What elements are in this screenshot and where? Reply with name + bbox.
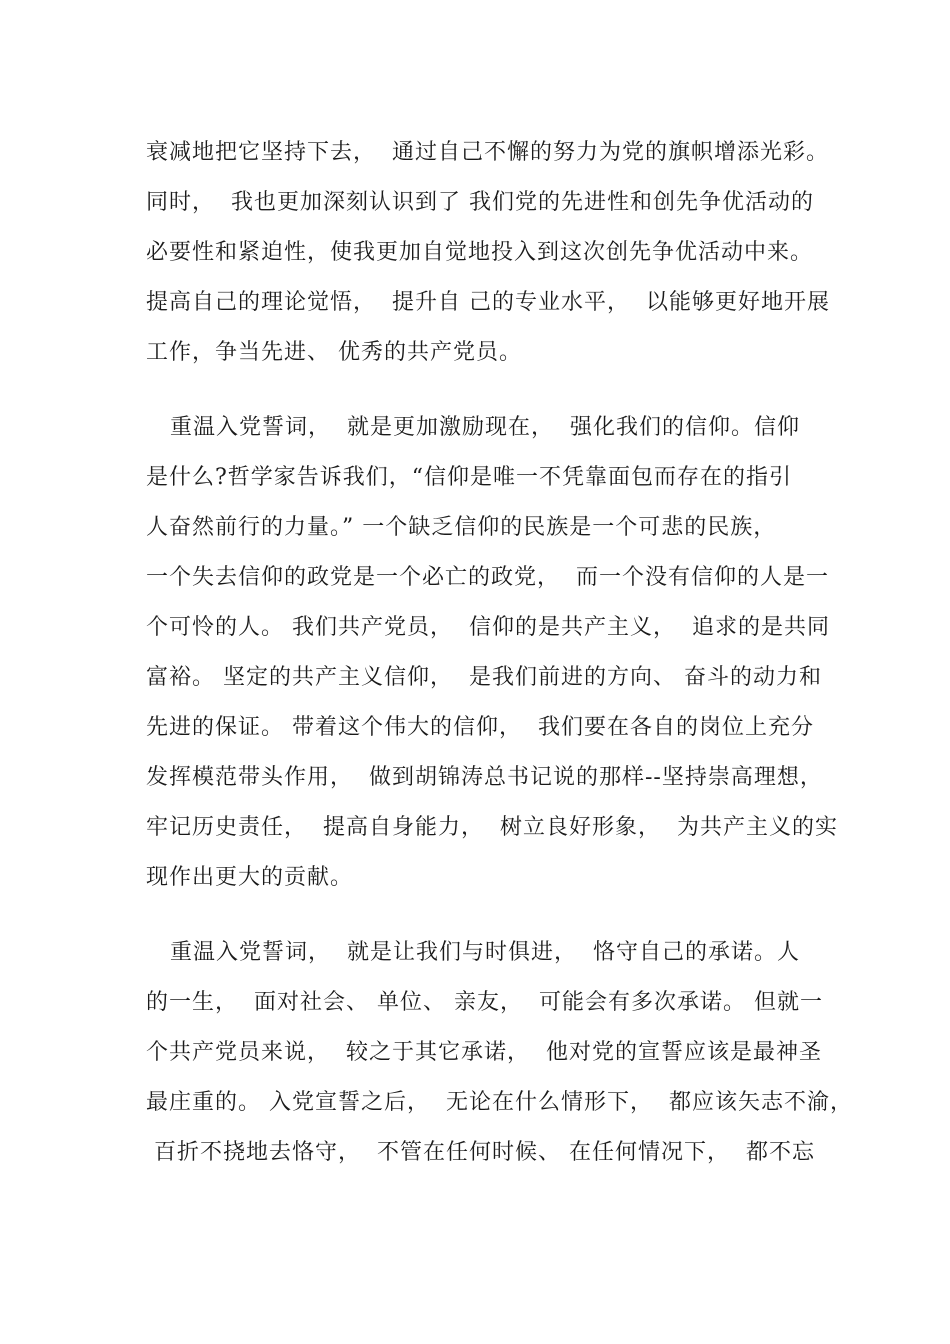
paragraph-3-line-4: 最庄重的。 入党宣誓之后， 无论在什么情形下， 都应该矢志不渝， [146,1090,853,1115]
paragraph-2-line-7: 先进的保证。 带着这个伟大的信仰， 我们要在各自的岗位上充分 [146,715,814,740]
paragraph-3-line-5: 百折不挠地去恪守， 不管在任何时候、 在任何情况下， 都不忘 [146,1140,815,1165]
paragraph-1-line-5: 工作，争当先进、 优秀的共产党员。 [146,340,522,365]
paragraph-2-line-2: 是什么?哲学家告诉我们，“信仰是唯一不凭靠面包而存在的指引 [146,465,793,490]
paragraph-2-line-6: 富裕。 坚定的共产主义信仰， 是我们前进的方向、 奋斗的动力和 [146,665,822,690]
paragraph-3-line-3: 个共产党员来说， 较之于其它承诺， 他对党的宣誓应该是最神圣 [146,1040,822,1065]
paragraph-2-line-5: 个可怜的人。 我们共产党员， 信仰的是共产主义， 追求的是共同 [146,615,830,640]
paragraph-1-line-2: 同时， 我也更加深刻认识到了 我们党的先进性和创先争优活动的 [146,190,814,215]
paragraph-2-line-10: 现作出更大的贡献。 [146,865,354,890]
paragraph-1-line-1: 衰减地把它坚持下去， 通过自己不懈的努力为党的旗帜增添光彩。 [146,140,829,165]
paragraph-1-line-3: 必要性和紧迫性，使我更加自觉地投入到这次创先争优活动中来。 [146,240,814,265]
paragraph-2-line-3: 人奋然前行的力量。” 一个缺乏信仰的民族是一个可悲的民族， [146,515,777,540]
paragraph-3-line-1: 重温入党誓词， 就是让我们与时俱进， 恪守自己的承诺。人 [146,940,800,965]
paragraph-2-line-4: 一个失去信仰的政党是一个必亡的政党， 而一个没有信仰的人是一 [146,565,829,590]
paragraph-2-line-1: 重温入党誓词， 就是更加激励现在， 强化我们的信仰。信仰 [146,415,800,440]
paragraph-2-line-8: 发挥模范带头作用， 做到胡锦涛总书记说的那样--坚持崇高理想， [146,765,823,790]
paragraph-3-line-2: 的一生， 面对社会、 单位、 亲友， 可能会有多次承诺。 但就一 [146,990,823,1015]
paragraph-2-line-9: 牢记历史责任， 提高自身能力， 树立良好形象， 为共产主义的实 [146,815,838,840]
paragraph-1-line-4: 提高自己的理论觉悟， 提升自 己的专业水平， 以能够更好地开展 [146,290,830,315]
